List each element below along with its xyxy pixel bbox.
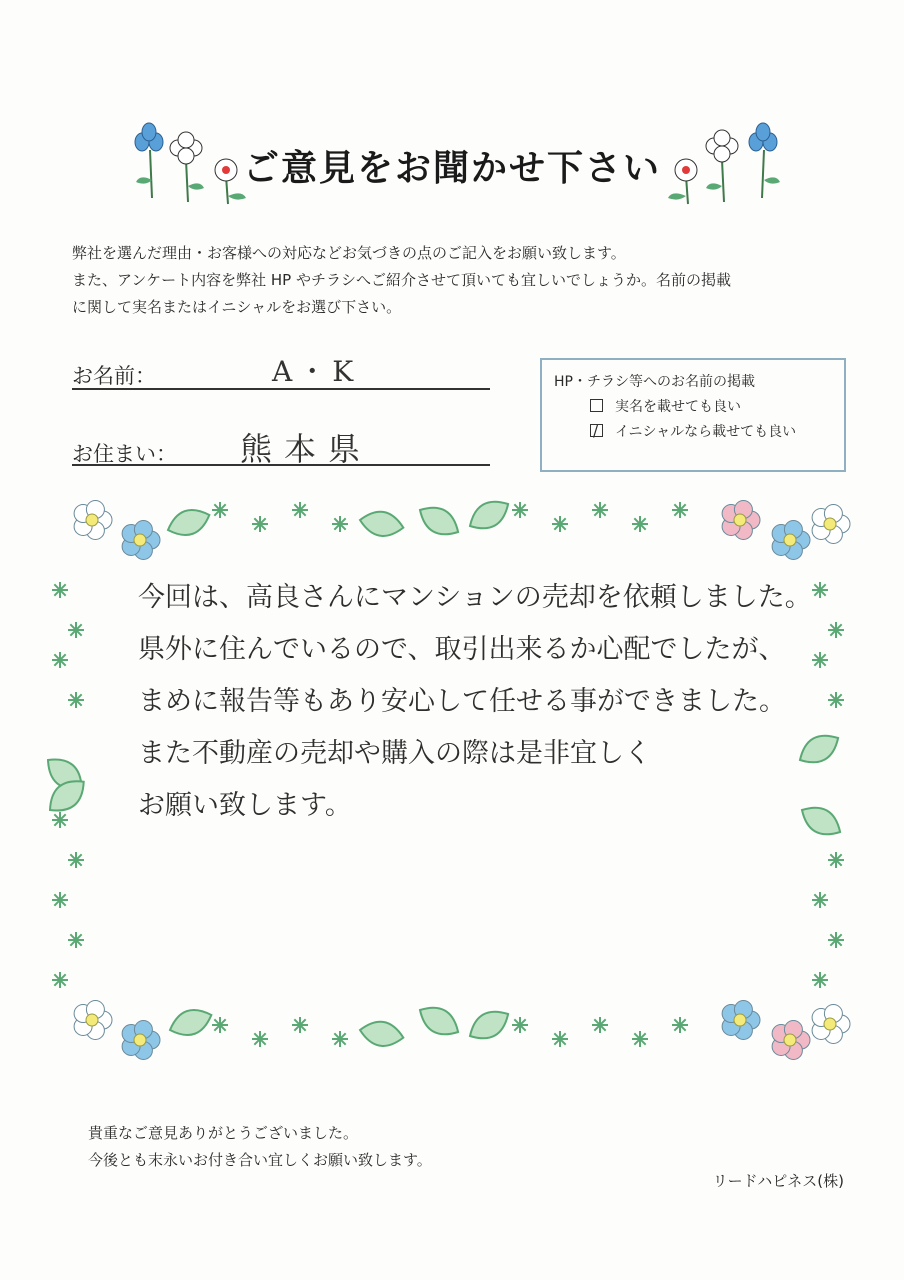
closing-line: 貴重なご意見ありがとうございました。 xyxy=(88,1124,359,1142)
intro-text xyxy=(72,240,731,321)
star-icon xyxy=(552,1031,568,1047)
checkbox-initial[interactable] xyxy=(590,424,603,437)
flower-icon xyxy=(122,1021,160,1060)
star-icon xyxy=(212,1017,228,1033)
star-icon xyxy=(52,892,68,908)
closing-line: 今後とも末永いお付き合い宜しくお願い致します。 xyxy=(88,1151,432,1169)
leaf-icon xyxy=(358,1018,405,1049)
star-icon xyxy=(68,932,84,948)
intro-line: 弊社を選んだ理由・お客様への対応などお気づきの点のご記入をお願い致します。 xyxy=(72,244,626,262)
name-value: A・K xyxy=(272,355,360,388)
page-title: ご意見をお聞かせ下さい xyxy=(242,148,661,189)
star-icon xyxy=(512,502,528,518)
name-underline xyxy=(72,388,490,390)
star-icon xyxy=(812,652,828,668)
star-icon xyxy=(68,852,84,868)
star-icon xyxy=(52,582,68,598)
flower-icon xyxy=(722,501,760,540)
leaf-icon xyxy=(464,494,514,537)
star-icon xyxy=(812,892,828,908)
star-icon xyxy=(812,582,828,598)
leaf-icon xyxy=(414,500,464,543)
star-icon xyxy=(552,516,568,532)
comment-line: 県外に住んでいるので、取引出来るか心配でしたが、 xyxy=(138,634,786,665)
star-icon xyxy=(68,692,84,708)
company-name: リードハピネス(株) xyxy=(712,1172,844,1190)
comment-text xyxy=(138,572,812,832)
flower-icon xyxy=(812,505,850,544)
star-icon xyxy=(828,852,844,868)
star-icon xyxy=(632,516,648,532)
comment-line: 今回は、高良さんにマンションの売却を依頼しました。 xyxy=(138,582,812,613)
address-underline xyxy=(72,464,490,466)
consent-option-initial[interactable] xyxy=(554,420,832,445)
star-icon xyxy=(812,972,828,988)
option-real-label: 実名を載せても良い xyxy=(615,399,741,415)
comment-line: お願い致します。 xyxy=(138,790,352,821)
star-icon xyxy=(52,812,68,828)
name-label: お名前： xyxy=(72,364,156,388)
intro-line: また、アンケート内容を弊社 HP やチラシへご紹介させて頂いても宜しいでしょうか。名前の掲載 xyxy=(72,271,731,289)
address-label: お住まい： xyxy=(72,442,177,466)
comment-line: また不動産の売却や購入の際は是非宜しく xyxy=(138,738,651,769)
flower-icon xyxy=(772,1021,810,1060)
leaf-icon xyxy=(166,1004,216,1042)
star-icon xyxy=(252,1031,268,1047)
leaf-icon xyxy=(164,504,214,542)
option-initial-label: イニシャルなら載せても良い xyxy=(615,424,797,440)
flower-icon xyxy=(722,1001,760,1040)
star-icon xyxy=(68,622,84,638)
star-icon xyxy=(632,1031,648,1047)
leaf-icon xyxy=(358,508,405,539)
flower-icon xyxy=(812,1005,850,1044)
star-icon xyxy=(592,502,608,518)
checkbox-real[interactable] xyxy=(590,399,603,412)
star-icon xyxy=(292,1017,308,1033)
flower-icon xyxy=(122,521,160,560)
star-icon xyxy=(512,1017,528,1033)
star-icon xyxy=(592,1017,608,1033)
star-icon xyxy=(212,502,228,518)
star-icon xyxy=(828,932,844,948)
consent-box xyxy=(540,358,846,472)
star-icon xyxy=(52,972,68,988)
consent-option-real[interactable] xyxy=(554,395,832,420)
comment-line: まめに報告等もあり安心して任せる事ができました。 xyxy=(138,686,786,717)
star-icon xyxy=(292,502,308,518)
consent-heading: HP・チラシ等へのお名前の掲載 xyxy=(554,374,755,390)
star-icon xyxy=(828,622,844,638)
flower-icon xyxy=(772,521,810,560)
flower-icon xyxy=(74,501,112,540)
leaf-icon xyxy=(464,1004,514,1047)
star-icon xyxy=(672,502,688,518)
star-icon xyxy=(252,516,268,532)
star-icon xyxy=(672,1017,688,1033)
star-icon xyxy=(828,692,844,708)
flower-icon xyxy=(74,1001,112,1040)
address-value: 熊本県 xyxy=(240,430,373,468)
star-icon xyxy=(332,516,348,532)
star-icon xyxy=(332,1031,348,1047)
star-icon xyxy=(52,652,68,668)
leaf-icon xyxy=(414,1000,464,1043)
intro-line: に関して実名またはイニシャルをお選び下さい。 xyxy=(72,298,402,316)
closing-text xyxy=(88,1120,432,1174)
